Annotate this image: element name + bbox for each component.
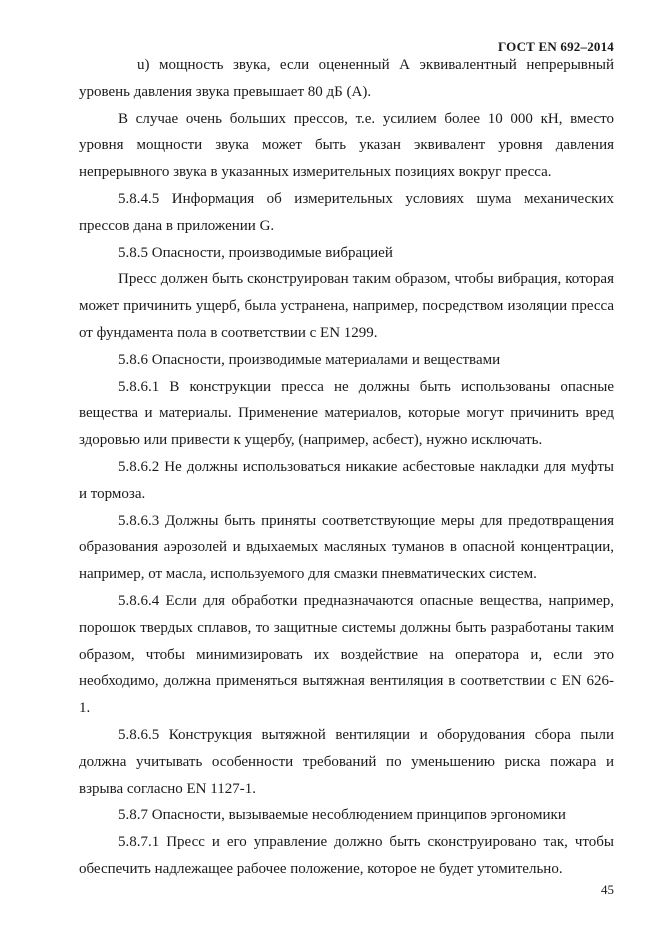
document-body (79, 52, 614, 883)
paragraph-5-8-7-1: 5.8.7.1 Пресс и его управление должно быть сконструировано так, чтобы обеспечить надлежащее рабочее положение, которое не будет утомительно. (79, 834, 614, 877)
paragraph-large-presses: В случае очень больших прессов, т.е. усилием более 10 000 кН, вместо уровня мощности звука может быть указан эквивалент уровня давления непрерывного звука в указанных измерительных позициях вокруг пресса. (79, 110, 614, 181)
heading-5-8-6: 5.8.6 Опасности, производимые материалами и веществами (118, 351, 501, 368)
paragraph-5-8-4-5: 5.8.4.5 Информация об измерительных условиях шума механических прессов дана в приложении G. (79, 190, 614, 234)
paragraph-5-8-6-1: 5.8.6.1 В конструкции пресса не должны быть использованы опасные вещества и материалы. Применение материалов, которые могут причинить вред здоровью или привести к ущербу, (например, асбест), нужно исключать. (79, 378, 614, 449)
paragraph-5-8-6-2: 5.8.6.2 Не должны использоваться никакие асбестовые накладки для муфты и тормоза. (79, 458, 614, 502)
paragraph-item-u: u) мощность звука, если оцененный А эквивалентный непрерывный уровень давления звука превышает 80 дБ (А). (79, 57, 614, 100)
page-number: 45 (601, 882, 614, 897)
paragraph-5-8-6-5: 5.8.6.5 Конструкция вытяжной вентиляции и оборудования сбора пыли должна учитывать особенности требований по уменьшению риска пожара и взрыва согласно EN 1127-1. (79, 726, 614, 797)
document-header: ГОСТ EN 692–2014 (497, 39, 614, 54)
paragraph-5-8-6-3: 5.8.6.3 Должны быть приняты соответствующие меры для предотвращения образования аэрозолей и вдыхаемых масляных туманов в опасной концентрации, например, от масла, используемого для смазки пневматических систем. (79, 512, 614, 583)
heading-5-8-7: 5.8.7 Опасности, вызываемые несоблюдением принципов эргономики (118, 807, 566, 824)
heading-5-8-5: 5.8.5 Опасности, производимые вибрацией (118, 244, 393, 261)
paragraph-5-8-6-4: 5.8.6.4 Если для обработки предназначаются опасные вещества, например, порошок твердых сплавов, то защитные системы должны быть разработаны таким образом, чтобы минимизировать их воздействие на оператора и, если это необходимо, должна применяться вытяжная вентиляция в соответствии с EN 626-1. (79, 592, 614, 717)
paragraph-vibration: Пресс должен быть сконструирован таким образом, чтобы вибрация, которая может причинить ущерб, была устранена, например, посредством изоляции пресса от фундамента пола в соответствии с EN 1299. (79, 271, 614, 341)
